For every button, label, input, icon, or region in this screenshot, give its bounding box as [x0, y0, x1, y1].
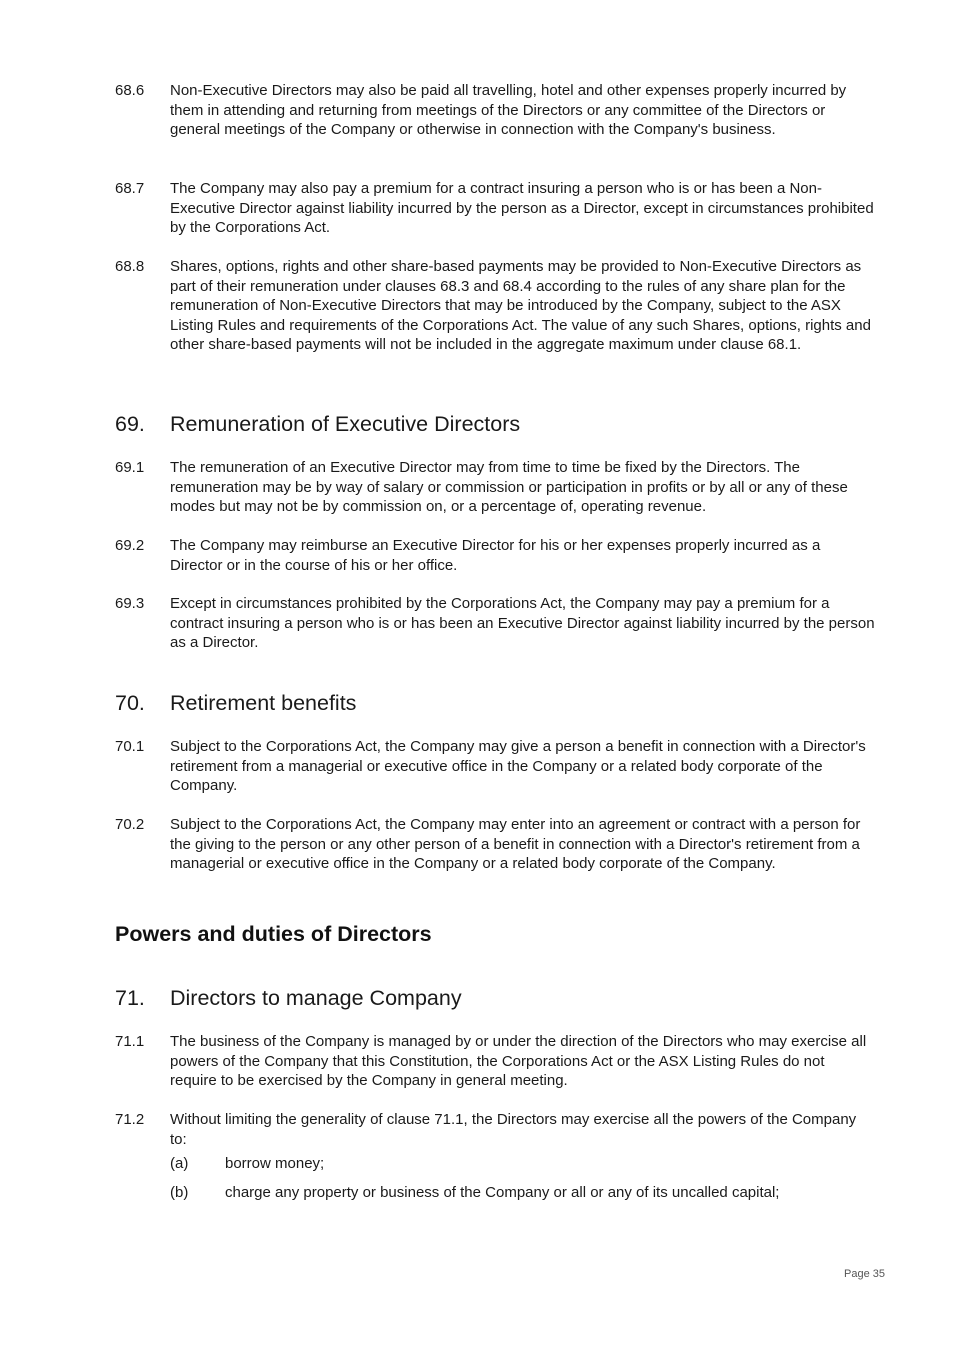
clause-70-1 — [115, 737, 875, 796]
subclause-text: borrow money; — [225, 1155, 325, 1172]
page-number: Page 35 — [844, 1268, 885, 1280]
clause-number: 68.7 — [115, 180, 145, 197]
clause-text: The Company may also pay a premium for a contract insuring a person who is or has been a Non-Executive Director against liability incurred by the person as a Director, except in circumstances prohibited by the Corporations Act. — [170, 180, 874, 236]
clause-69-2 — [115, 536, 875, 575]
clause-number: 68.6 — [115, 82, 145, 99]
clause-68-7 — [115, 179, 875, 238]
subclause-b — [170, 1183, 870, 1203]
clause-number: 69.1 — [115, 459, 145, 476]
section-number: 70. — [115, 691, 145, 715]
clause-68-8 — [115, 257, 875, 355]
section-title: Remuneration of Executive Directors — [170, 412, 521, 436]
clause-69-3 — [115, 594, 875, 653]
clause-68-6 — [115, 81, 875, 140]
section-heading-71 — [115, 985, 875, 1011]
clause-number: 70.1 — [115, 738, 145, 755]
subclause-number: (a) — [170, 1155, 189, 1172]
clause-text: Subject to the Corporations Act, the Company may enter into an agreement or contract with a person for the giving to the person or any other person of a benefit in connection with a Director's retirement from a managerial or executive office in the Company or a related body corporate of the Company. — [170, 816, 861, 872]
subclause-number: (b) — [170, 1184, 189, 1201]
clause-71-2 — [115, 1110, 875, 1149]
section-heading-69 — [115, 411, 875, 437]
subclause-a — [170, 1154, 870, 1174]
section-number: 69. — [115, 412, 145, 436]
section-heading-70 — [115, 690, 875, 716]
part-heading: Powers and duties of Directors — [115, 922, 432, 946]
clause-text: Shares, options, rights and other share-based payments may be provided to Non-Executive Directors as part of their remuneration under clauses 68.3 and 68.4 according to the rules of any share plan for the remuneration of Non-Executive Directors that may be introduced by the Company, subject to the ASX Listing Rules and requirements of the Corporations Act. The value of any such Shares, options, rights and other share-based payments will not be included in the aggregate maximum under clause 68.1. — [170, 258, 871, 353]
clause-text: The business of the Company is managed by or under the direction of the Directors who may exercise all powers of the Company that this Constitution, the Corporations Act or the ASX Listing Rules do not require to be exercised by the Company in general meeting. — [170, 1033, 867, 1089]
section-title: Retirement benefits — [170, 691, 357, 715]
clause-number: 69.2 — [115, 537, 145, 554]
clause-text: Subject to the Corporations Act, the Company may give a person a benefit in connection with a Director's retirement from a managerial or executive office in the Company or a related body corporate of the Company. — [170, 738, 866, 794]
clause-70-2 — [115, 815, 875, 874]
section-title: Directors to manage Company — [170, 986, 462, 1010]
section-number: 71. — [115, 986, 145, 1010]
subclause-text: charge any property or business of the Company or all or any of its uncalled capital; — [225, 1184, 780, 1201]
clause-text: The remuneration of an Executive Director may from time to time be fixed by the Directors. The remuneration may be by way of salary or commission or participation in profits or by all or any of these modes but may not be by commission on, or a percentage of, operating revenue. — [170, 459, 848, 515]
clause-text: Except in circumstances prohibited by the Corporations Act, the Company may pay a premium for a contract insuring a person who is or has been an Executive Director against liability incurred by the person as a Director. — [170, 595, 875, 651]
clause-number: 70.2 — [115, 816, 145, 833]
clause-number: 68.8 — [115, 258, 145, 275]
clause-text: Without limiting the generality of clause 71.1, the Directors may exercise all the powers of the Company to: — [170, 1111, 857, 1148]
clause-69-1 — [115, 458, 875, 517]
clause-number: 71.2 — [115, 1111, 145, 1128]
clause-text: Non-Executive Directors may also be paid all travelling, hotel and other expenses properly incurred by them in attending and returning from meetings of the Directors or any committee of the Directors or general meetings of the Company or otherwise in connection with the Company's business. — [170, 82, 847, 138]
clause-71-1 — [115, 1032, 875, 1091]
clause-number: 69.3 — [115, 595, 145, 612]
clause-text: The Company may reimburse an Executive Director for his or her expenses properly incurred as a Director or in the course of his or her office. — [170, 537, 821, 574]
clause-number: 71.1 — [115, 1033, 145, 1050]
